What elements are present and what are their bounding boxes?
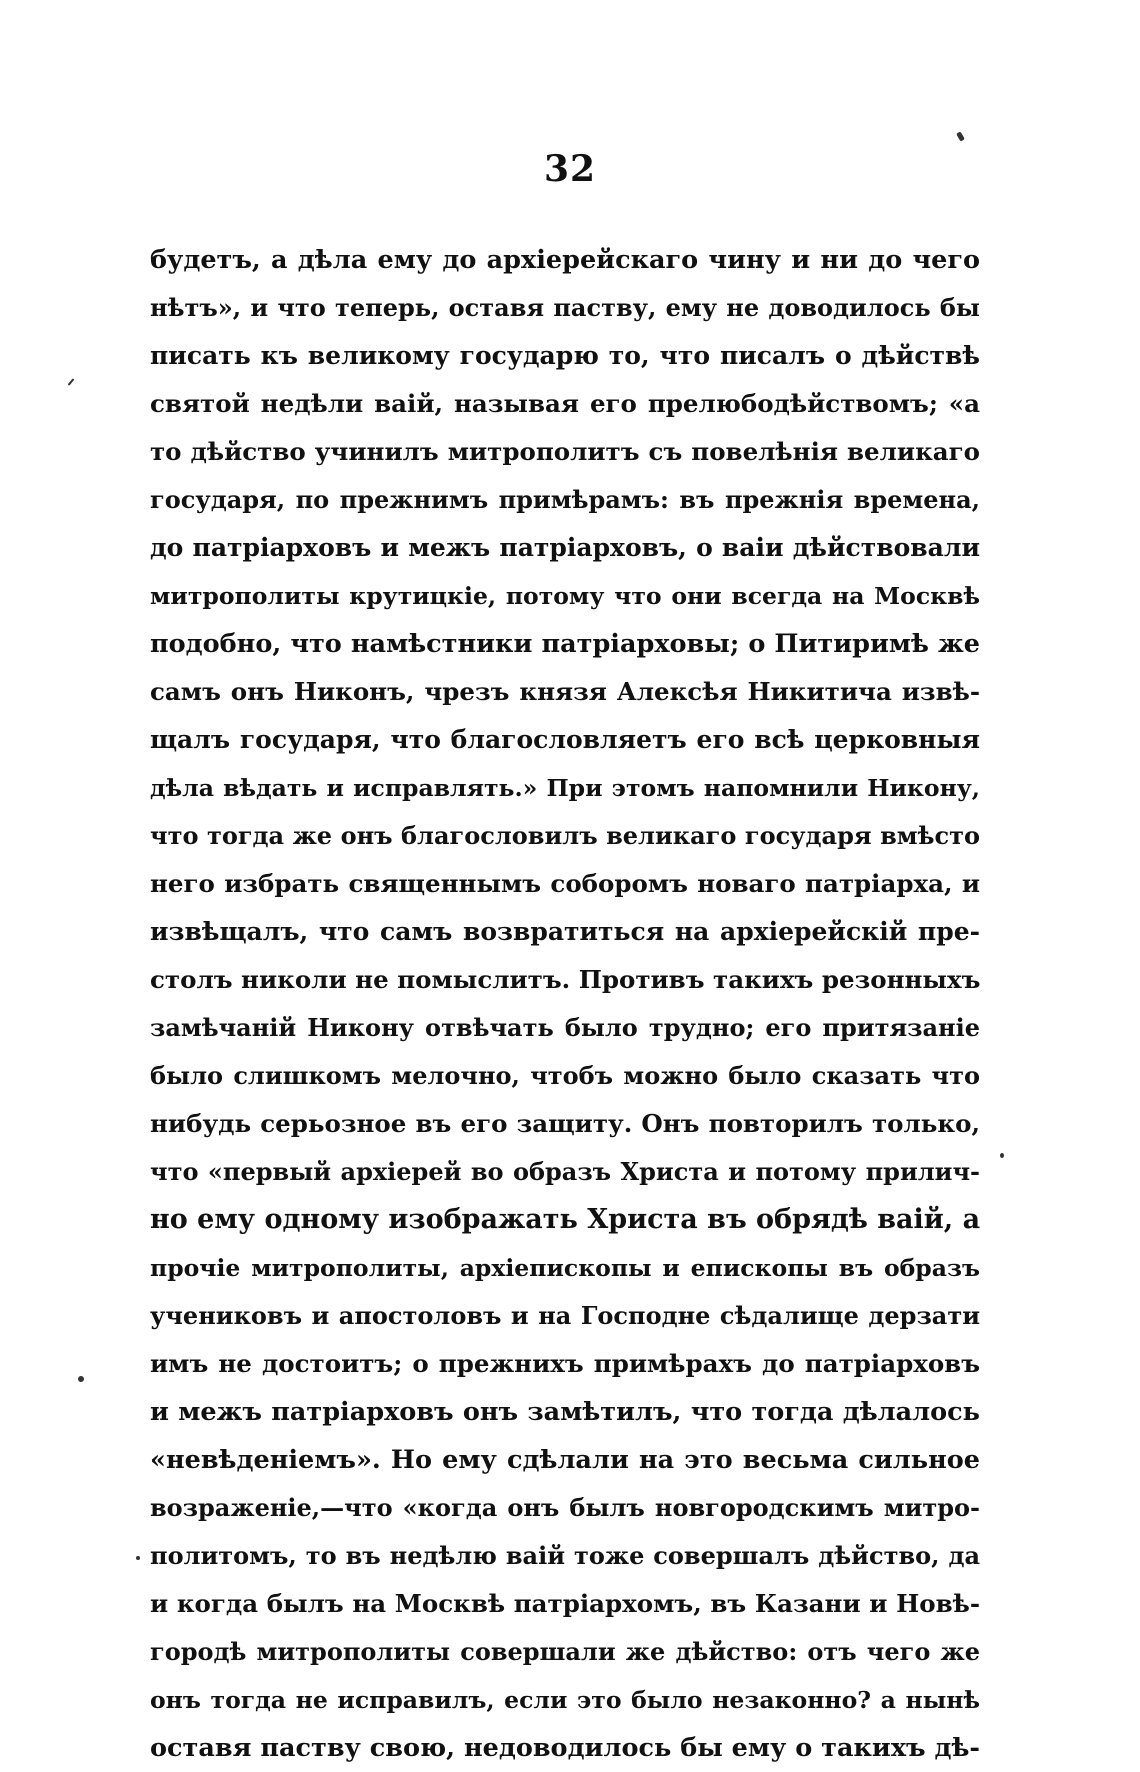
text-line: онъ тогда не исправилъ, если это было незаконно? а нынѣ <box>150 1686 980 1714</box>
text-line: замѣчаній Никону отвѣчать было трудно; его притязаніе <box>150 1013 980 1042</box>
text-line: то дѣйство учинилъ митрополитъ съ повелѣнія великаго <box>150 437 980 466</box>
text-line: щалъ государя, что благословляетъ его всѣ церковныя <box>150 725 980 754</box>
scan-speck <box>78 1376 84 1382</box>
text-line: что тогда же онъ благословилъ великаго государя вмѣсто <box>150 821 980 850</box>
scan-speck <box>68 378 75 385</box>
scan-speck <box>136 1556 140 1560</box>
text-line: дѣла вѣдать и исправлять.» При этомъ напомнили Никону, <box>150 774 980 802</box>
text-line: извѣщалъ, что самъ возвратиться на архіерейскій пре- <box>150 917 980 946</box>
text-line: и межъ патріарховъ онъ замѣтилъ, что тогда дѣлалось <box>150 1397 980 1427</box>
text-line: имъ не достоитъ; о прежнихъ примѣрахъ до патріарховъ <box>150 1349 980 1378</box>
text-line: столъ николи не помыслитъ. Противъ такихъ резонныхъ <box>150 965 980 994</box>
text-line: прочіе митрополиты, архіепископы и епископы въ образъ <box>150 1254 980 1282</box>
text-line: нибудь серьозное въ его защиту. Онъ повторилъ только, <box>150 1109 980 1138</box>
scan-speck <box>1000 1153 1004 1158</box>
text-line: но ему одному изображать Христа въ обрядѣ ваій, а <box>150 1204 980 1235</box>
scan-speck <box>956 131 965 141</box>
text-line: подобно, что намѣстники патріарховы; о Питиримѣ же <box>150 629 980 659</box>
text-line: было слишкомъ мелочно, чтобъ можно было сказать что <box>150 1061 980 1090</box>
text-line: митрополиты крутицкіе, потому что они всегда на Москвѣ <box>150 582 980 610</box>
text-line: возраженіе,—что «когда онъ былъ новгородскимъ митро- <box>150 1493 980 1522</box>
text-line: политомъ, то въ недѣлю ваій тоже совершалъ дѣйство, да <box>150 1541 980 1570</box>
page-number: 32 <box>543 148 597 190</box>
text-line: и когда былъ на Москвѣ патріархомъ, въ Казани и Новѣ- <box>150 1589 980 1618</box>
text-line: самъ онъ Никонъ, чрезъ князя Алексѣя Никитича извѣ- <box>150 677 980 706</box>
text-line: будетъ, а дѣла ему до архіерейскаго чину и ни до чего <box>150 245 980 275</box>
text-line: учениковъ и апостоловъ и на Господне сѣдалище дерзати <box>150 1301 980 1330</box>
text-line: «невѣденіемъ». Но ему сдѣлали на это весьма сильное <box>150 1445 980 1475</box>
text-line: него избрать священнымъ соборомъ новаго патріарха, и <box>150 869 980 898</box>
text-line: что «первый архіерей во образъ Христа и потому прилич- <box>150 1157 980 1186</box>
text-line: нѣтъ», и что теперь, оставя паству, ему не доводилось бы <box>150 293 980 322</box>
text-line: писать къ великому государю то, что писалъ о дѣйствѣ <box>150 341 980 370</box>
text-line: до патріарховъ и межъ патріарховъ, о ваіи дѣйствовали <box>150 533 980 562</box>
body-text <box>150 236 980 1772</box>
text-line: городѣ митрополиты совершали же дѣйство: отъ чего же <box>150 1637 980 1666</box>
text-line: государя, по прежнимъ примѣрамъ: въ прежнія времена, <box>150 485 980 514</box>
text-line: оставя паству свою, недоводилось бы ему о такихъ дѣ- <box>150 1733 980 1763</box>
text-line: святой недѣли ваій, называя его прелюбодѣйствомъ; «а <box>150 389 980 418</box>
